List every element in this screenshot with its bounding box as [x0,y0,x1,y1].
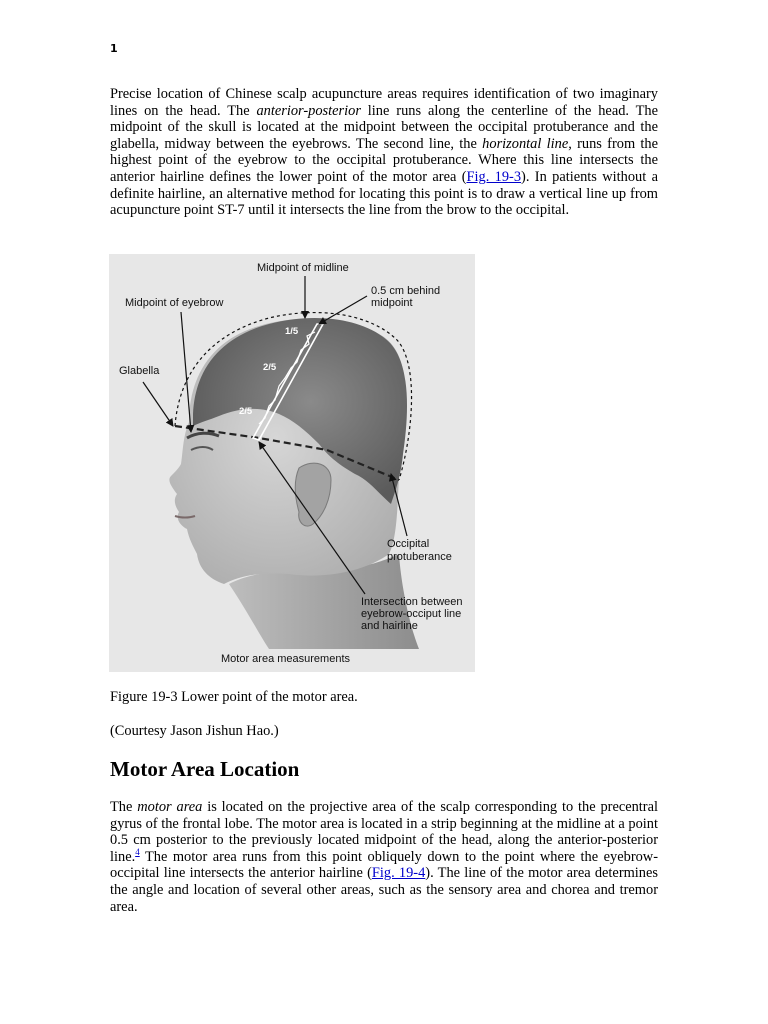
label-intersection-line-3: and hairline [361,620,418,632]
label-intersection-line-2: eyebrow-occiput line [361,608,462,620]
intro-paragraph [110,86,658,219]
arrow-0-5-cm-behind [319,296,367,324]
section-text-1: The [110,799,138,815]
label-midpoint-of-midline: Midpoint of midline [257,262,349,274]
label-0-5-cm-behind: 0.5 cm behind [371,285,441,297]
figure-title: Motor area measurements [221,653,350,665]
label-protuberance: protuberance [387,551,452,563]
label-midpoint: midpoint [371,297,413,309]
figure-credit: (Courtesy Jason Jishun Hao.) [110,723,279,739]
intro-emphasis-horizontal-line: horizontal line [482,135,569,152]
fraction-2-5-upper: 2/5 [263,362,277,373]
intro-text-4: ). In patients without a definite hairline, an alternative method for locating this point is to draw a vertical line up from acupuncture point ST-7 until it intersects the line from the brow to the occipital. [110,168,658,219]
reference-4-link[interactable]: 4 [135,846,140,857]
section-heading: Motor Area Location [110,757,300,781]
arrow-glabella [143,382,173,426]
label-occipital: Occipital [387,538,430,550]
label-glabella: Glabella [119,365,160,377]
section-text-4: ). The line of the motor area determines the angle and location of several other areas, such as the sensory area and chorea and tremor area. [110,865,658,915]
page-number: 1 [110,42,118,55]
intro-emphasis-anterior-posterior: anterior-posterior [256,102,361,119]
intro-text-1: Precise location of Chinese scalp acupuncture areas requires identification of two imaginary lines on the head. The [110,86,658,119]
intro-text-2: line runs along the centerline of the head. The midpoint of the skull is located at the midpoint between the occipital protuberance and the glabella, midway between the eyebrows. The second line, the [110,102,658,152]
head-illustration [109,254,475,672]
arrow-midpoint-of-eyebrow [181,312,191,432]
motor-area-figure [109,254,475,672]
section-text-3: The motor area runs from this point obliquely down to the point where the eyebrow-occipital line intersects the anterior hairline ( [110,848,658,882]
intro-text-3: , runs from the highest point of the eyebrow to the occipital protuberance. Where this line intersects the anterior hairline defines the lower point of the motor area ( [110,135,659,185]
figure-19-3-link[interactable]: Fig. 19-3 [466,168,522,185]
fraction-2-5-lower: 2/5 [239,406,253,417]
figure-caption: Figure 19-3 Lower point of the motor area. [110,689,358,705]
label-intersection-line-1: Intersection between [361,596,463,608]
section-text-2: is located on the projective area of the scalp corresponding to the precentral gyrus of the frontal lobe. The motor area is located in a strip beginning at the midline at a point 0.5 cm posterior to the previously located midpoint of the head, along the anterior-posterior line. [110,799,658,865]
motor-area-paragraph [110,799,658,915]
figure-19-4-link[interactable]: Fig. 19-4 [371,865,426,882]
fraction-1-5: 1/5 [285,326,299,337]
label-midpoint-of-eyebrow: Midpoint of eyebrow [125,297,224,309]
section-emphasis-motor-area: motor area [137,799,203,815]
